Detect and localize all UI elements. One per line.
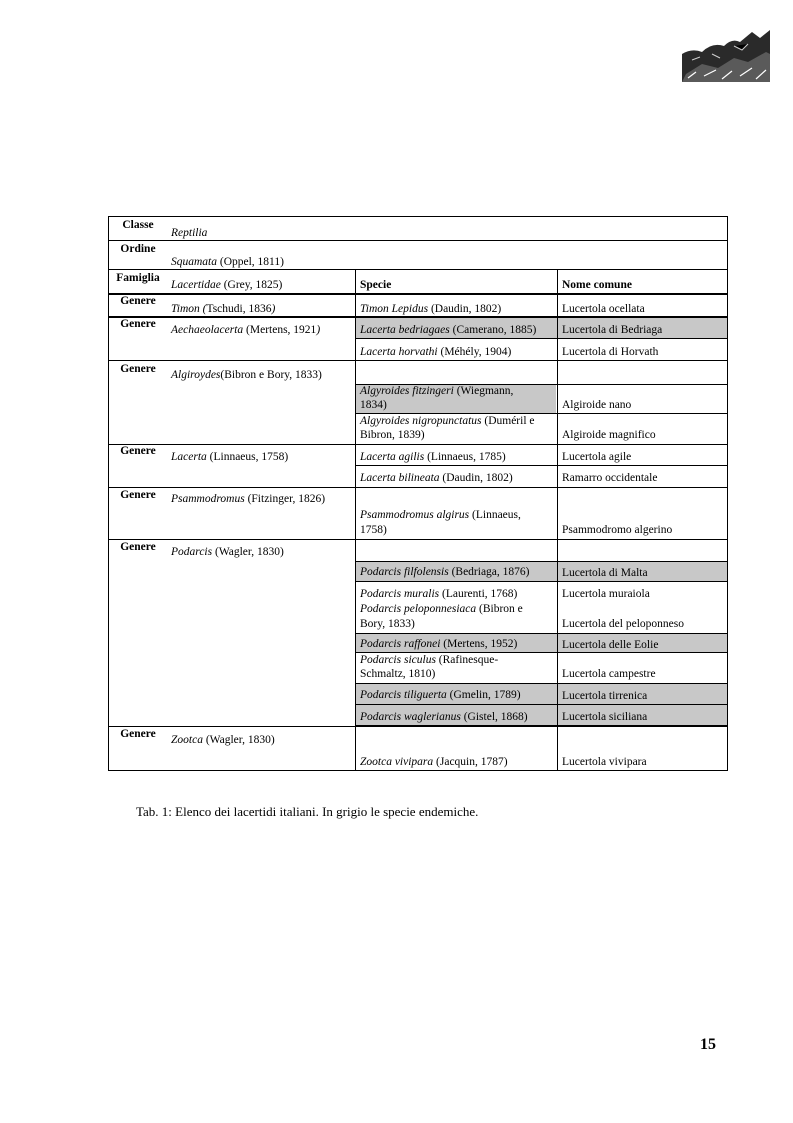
lacertid-table bbox=[108, 216, 728, 771]
genere-label: Genere bbox=[120, 363, 156, 375]
common-name: Algiroide magnifico bbox=[562, 429, 656, 441]
genere-label: Genere bbox=[120, 489, 156, 501]
common-name: Psammodromo algerino bbox=[562, 524, 673, 536]
species-name: Podarcis peloponnesiaca (Bibron e bbox=[360, 603, 523, 615]
species-name: Lacerta horvathi (Méhély, 1904) bbox=[360, 346, 512, 358]
species-author-cont: 1834) bbox=[360, 399, 387, 411]
common-name: Lucertola di Malta bbox=[562, 567, 648, 579]
common-name: Algiroide nano bbox=[562, 399, 632, 411]
species-name: Podarcis siculus (Rafinesque- bbox=[360, 654, 499, 666]
column-header-specie: Specie bbox=[360, 279, 392, 291]
species-name: Zootca vivipara (Jacquin, 1787) bbox=[360, 756, 508, 768]
landscape-photo-icon bbox=[682, 24, 770, 82]
species-name: Lacerta bedriagaes (Camerano, 1885) bbox=[360, 324, 537, 336]
common-name: Lucertola di Horvath bbox=[562, 346, 659, 358]
common-name: Lucertola siciliana bbox=[562, 711, 648, 723]
genere-label: Genere bbox=[120, 295, 156, 307]
genus-name: Zootca (Wagler, 1830) bbox=[171, 734, 275, 746]
species-name: Psammodromus algirus (Linnaeus, bbox=[360, 509, 521, 521]
genus-name: Psammodromus (Fitzinger, 1826) bbox=[171, 493, 326, 505]
species-name: Lacerta agilis (Linnaeus, 1785) bbox=[360, 451, 506, 463]
species-name: Timon Lepidus (Daudin, 1802) bbox=[360, 303, 502, 315]
common-name: Lucertola vivipara bbox=[562, 756, 647, 768]
genere-label: Genere bbox=[120, 445, 156, 457]
genus-name: Lacerta (Linnaeus, 1758) bbox=[171, 451, 289, 463]
species-name: Podarcis raffonei (Mertens, 1952) bbox=[360, 638, 518, 650]
common-name: Lucertola del peloponneso bbox=[562, 618, 684, 630]
species-name: Algyroides fitzingeri (Wiegmann, bbox=[360, 385, 514, 397]
species-name: Podarcis tiliguerta (Gmelin, 1789) bbox=[360, 689, 521, 701]
column-header-nome-comune: Nome comune bbox=[562, 279, 632, 291]
genus-name: Algiroydes(Bibron e Bory, 1833) bbox=[171, 369, 322, 381]
famiglia-label: Famiglia bbox=[116, 272, 160, 284]
genus-name: Aechaeolacerta (Mertens, 1921) bbox=[171, 324, 321, 336]
species-name: Algyroides nigropunctatus (Duméril e bbox=[360, 415, 535, 427]
common-name: Lucertola delle Eolie bbox=[562, 639, 659, 651]
species-author-cont: Schmaltz, 1810) bbox=[360, 668, 436, 680]
species-name: Podarcis filfolensis (Bedriaga, 1876) bbox=[360, 566, 530, 578]
ordine-label: Ordine bbox=[120, 243, 156, 255]
genus-name: Timon (Tschudi, 1836) bbox=[171, 303, 276, 315]
species-name: Lacerta bilineata (Daudin, 1802) bbox=[360, 472, 513, 484]
common-name: Lucertola ocellata bbox=[562, 303, 645, 315]
species-author-cont: Bory, 1833) bbox=[360, 618, 415, 630]
genus-name: Podarcis (Wagler, 1830) bbox=[171, 546, 284, 558]
genere-label: Genere bbox=[120, 541, 156, 553]
species-name: Podarcis muralis (Laurenti, 1768) bbox=[360, 588, 518, 600]
classe-name: Reptilia bbox=[171, 227, 208, 239]
genere-label: Genere bbox=[120, 318, 156, 330]
common-name: Ramarro occidentale bbox=[562, 472, 658, 484]
page-number: 15 bbox=[700, 1036, 716, 1053]
classe-label: Classe bbox=[122, 219, 154, 231]
species-name: Podarcis waglerianus (Gistel, 1868) bbox=[360, 711, 528, 723]
common-name: Lucertola campestre bbox=[562, 668, 656, 680]
common-name: Lucertola di Bedriaga bbox=[562, 324, 663, 336]
famiglia-name: Lacertidae (Grey, 1825) bbox=[171, 279, 283, 291]
genere-label: Genere bbox=[120, 728, 156, 740]
common-name: Lucertola tirrenica bbox=[562, 690, 648, 702]
common-name: Lucertola agile bbox=[562, 451, 632, 463]
table-caption: Tab. 1: Elenco dei lacertidi italiani. In grigio le specie endemiche. bbox=[136, 804, 479, 819]
common-name: Lucertola muraiola bbox=[562, 588, 650, 600]
species-author-cont: 1758) bbox=[360, 524, 387, 536]
species-author-cont: Bibron, 1839) bbox=[360, 429, 425, 441]
ordine-name: Squamata (Oppel, 1811) bbox=[171, 256, 284, 268]
